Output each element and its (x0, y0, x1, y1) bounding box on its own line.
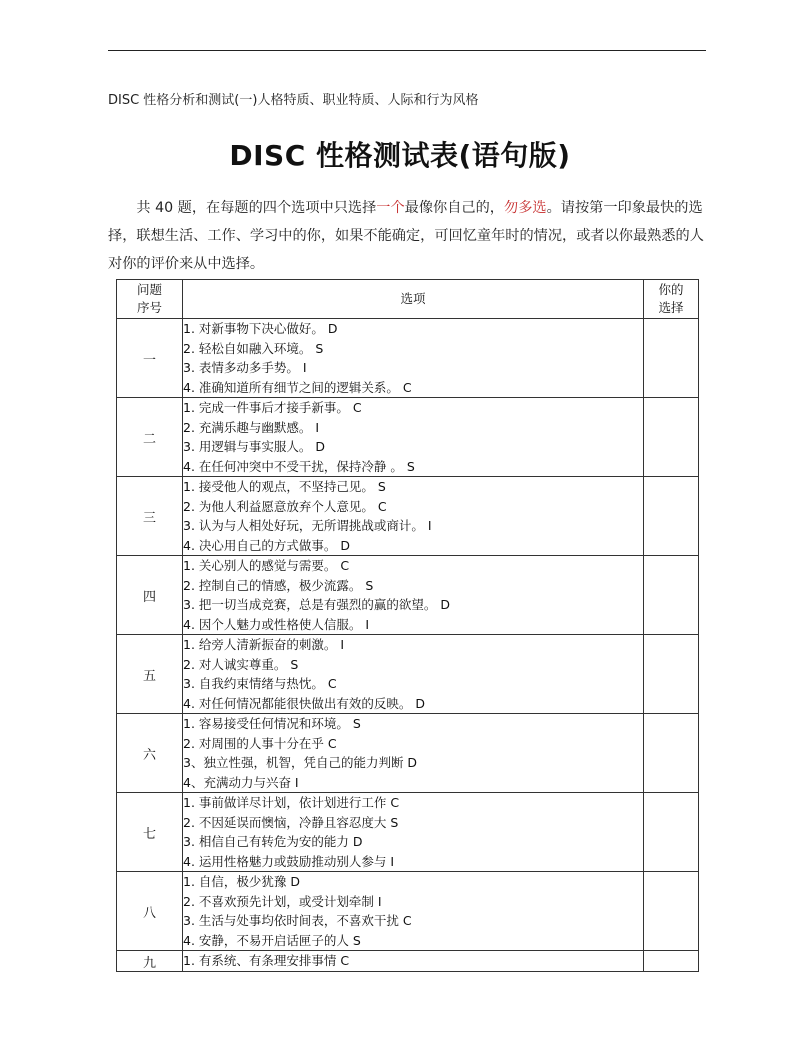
option-item: 2. 不因延误而懊恼，冷静且容忍度大 S (183, 814, 399, 830)
option-item: 4. 安静，不易开启话匣子的人 S (183, 932, 361, 948)
question-options (183, 793, 644, 872)
table-row (117, 951, 699, 972)
table-row (117, 319, 699, 398)
option-item: 4、充满动力与兴奋 I (183, 774, 299, 790)
question-options (183, 714, 644, 793)
table-body (117, 319, 699, 972)
table-row (117, 635, 699, 714)
option-item: 4. 决心用自己的方式做事。 D (183, 537, 350, 553)
question-options (183, 556, 644, 635)
question-options (183, 951, 644, 972)
option-item: 3. 表情多动多手势。 I (183, 360, 307, 375)
option-item: 3、独立性强，机智，凭自己的能力判断 D (183, 755, 418, 770)
option-item: 3. 把一切当成竞赛，总是有强烈的赢的欲望。 D (183, 597, 450, 612)
question-options (183, 398, 644, 477)
option-item: 1. 自信，极少犹豫 D (183, 874, 300, 889)
answer-cell[interactable] (644, 319, 699, 398)
intro-highlight-one: 一个 (376, 200, 405, 216)
option-item: 4. 运用性格魅力或鼓励推动别人参与 I (183, 853, 395, 869)
document-header: DISC 性格分析和测试(一)人格特质、职业特质、人际和行为风格 (108, 93, 479, 108)
option-item: 1. 给旁人清新振奋的刺激。 I (183, 637, 345, 652)
option-item: 4. 在任何冲突中不受干扰，保持冷静 。 S (183, 458, 415, 474)
option-item: 3. 自我约束情绪与热忱。 C (183, 676, 337, 691)
answer-cell[interactable] (644, 793, 699, 872)
intro-text-3: 。请按第一印象最快的选择，联想生活、工作、学习中的你，如果不能确定，可回忆童年时的情况，或者以你最熟悉的人对你的评价来从中选择。 (108, 200, 704, 272)
option-item: 1. 对新事物下决心做好。 D (183, 321, 338, 336)
option-item: 4. 准确知道所有细节之间的逻辑关系。 C (183, 379, 412, 395)
question-number: 二 (117, 398, 183, 477)
option-item: 2. 对周围的人事十分在乎 C (183, 735, 337, 751)
option-item: 2. 为他人利益愿意放弃个人意见。 C (183, 498, 387, 514)
answer-cell[interactable] (644, 714, 699, 793)
top-rule (108, 50, 706, 51)
answer-cell[interactable] (644, 872, 699, 951)
option-item: 1. 容易接受任何情况和环境。 S (183, 716, 361, 731)
option-item: 1. 关心别人的感觉与需要。 C (183, 558, 350, 573)
header-question-number: 问题 序号 (117, 280, 183, 319)
answer-cell[interactable] (644, 398, 699, 477)
option-item: 3. 生活与处事均依时间表，不喜欢干扰 C (183, 913, 412, 928)
option-item: 2. 对人诚实尊重。 S (183, 656, 299, 672)
question-options (183, 635, 644, 714)
question-number: 八 (117, 872, 183, 951)
option-item: 1. 完成一件事后才接手新事。 C (183, 400, 362, 415)
option-item: 2. 不喜欢预先计划，或受计划牵制 I (183, 893, 382, 909)
option-item: 1. 事前做详尽计划，依计划进行工作 C (183, 795, 400, 810)
question-number: 五 (117, 635, 183, 714)
question-options (183, 872, 644, 951)
disc-question-table (116, 279, 699, 972)
option-item: 2. 轻松自如融入环境。 S (183, 340, 324, 356)
answer-cell[interactable] (644, 635, 699, 714)
option-item: 4. 对任何情况都能很快做出有效的反映。 D (183, 695, 425, 711)
table-row (117, 714, 699, 793)
question-number: 九 (117, 951, 183, 972)
intro-text-1: 共 40 题，在每题的四个选项中只选择 (136, 200, 377, 216)
header-your-choice: 你的 选择 (644, 280, 699, 319)
page-title: DISC 性格测试表(语句版) (229, 139, 571, 172)
option-item: 2. 控制自己的情感，极少流露。 S (183, 577, 374, 593)
question-options (183, 319, 644, 398)
question-options (183, 477, 644, 556)
intro-paragraph (108, 194, 708, 278)
table-row (117, 793, 699, 872)
option-item: 3. 用逻辑与事实服人。 D (183, 439, 325, 454)
table-header-row (117, 280, 699, 319)
question-number: 六 (117, 714, 183, 793)
option-item: 1. 有系统、有条理安排事情 C (183, 953, 350, 969)
question-number: 四 (117, 556, 183, 635)
table-row (117, 872, 699, 951)
option-item: 4. 因个人魅力或性格使人信服。 I (183, 616, 370, 632)
table-row (117, 477, 699, 556)
table-row (117, 556, 699, 635)
intro-highlight-no-multi: 勿多选 (504, 200, 547, 216)
table-row (117, 398, 699, 477)
intro-text-2: 最像你自己的， (404, 200, 504, 216)
option-item: 1. 接受他人的观点，不坚持己见。 S (183, 479, 386, 494)
header-options: 选项 (183, 280, 644, 319)
option-item: 3. 相信自己有转危为安的能力 D (183, 834, 363, 849)
question-number: 七 (117, 793, 183, 872)
question-number: 三 (117, 477, 183, 556)
question-number: 一 (117, 319, 183, 398)
option-item: 2. 充满乐趣与幽默感。 I (183, 419, 320, 435)
answer-cell[interactable] (644, 477, 699, 556)
answer-cell[interactable] (644, 951, 699, 972)
answer-cell[interactable] (644, 556, 699, 635)
option-item: 3. 认为与人相处好玩，无所谓挑战或商计。 I (183, 518, 432, 533)
